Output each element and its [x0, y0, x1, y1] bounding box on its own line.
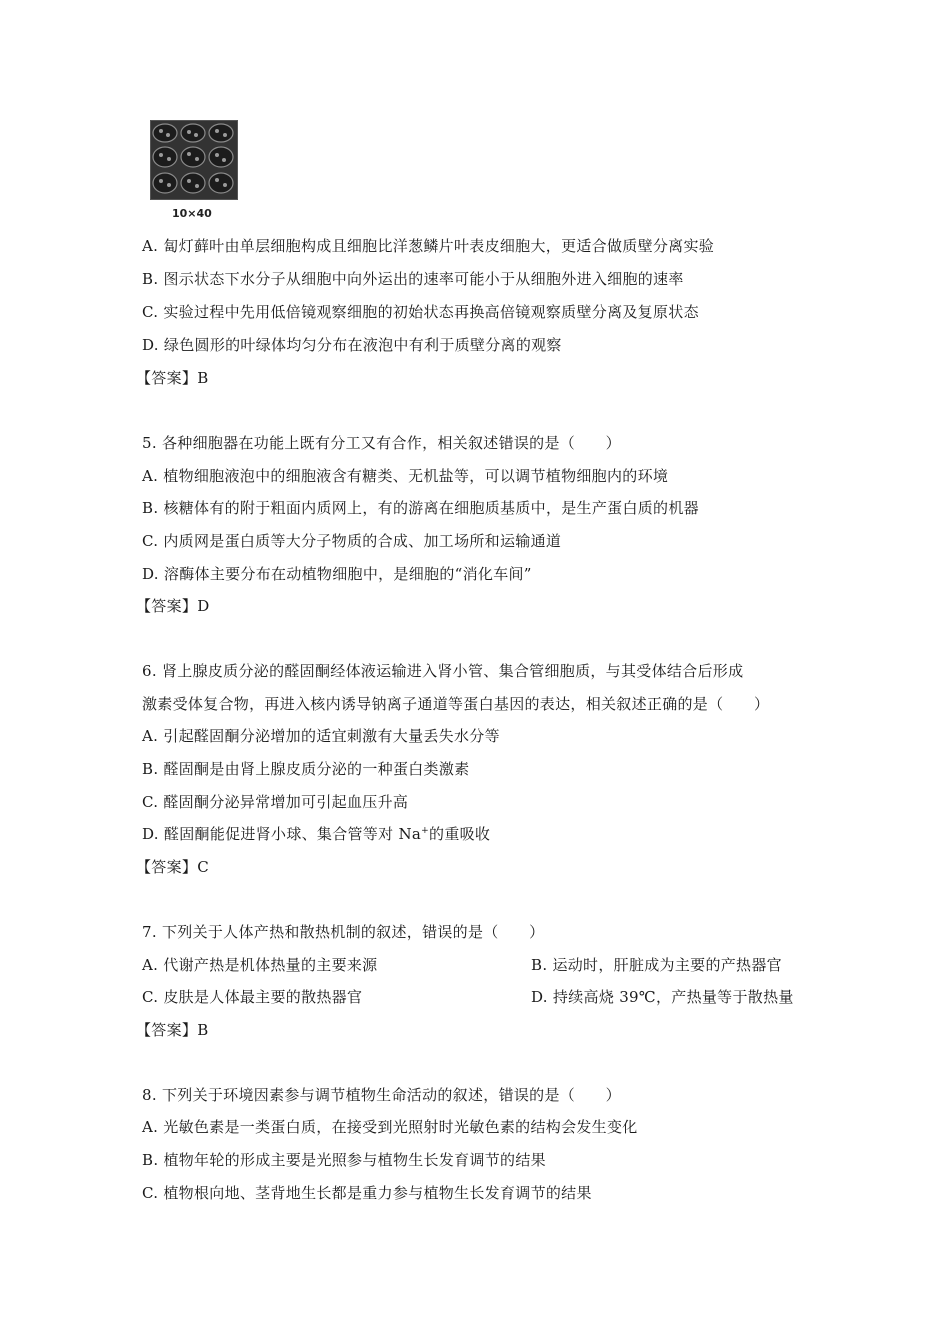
q7-answer: 【答案】B: [136, 1021, 209, 1039]
q8-stem: 8. 下列关于环境因素参与调节植物生命活动的叙述，错误的是（ ）: [142, 1086, 621, 1104]
magnification-label: 10×40: [172, 207, 212, 220]
q6-option-b: B. 醛固酮是由肾上腺皮质分泌的一种蛋白类激素: [142, 760, 470, 778]
sodium-charge: +: [421, 826, 430, 836]
q4-option-a: A. 匐灯藓叶由单层细胞构成且细胞比洋葱鳞片叶表皮细胞大，更适合做质壁分离实验: [142, 237, 715, 255]
q5-answer: 【答案】D: [136, 597, 210, 615]
q5-option-b: B. 核糖体有的附于粗面内质网上，有的游离在细胞质基质中，是生产蛋白质的机器: [142, 499, 699, 517]
q4-option-d: D. 绿色圆形的叶绿体均匀分布在液泡中有利于质壁分离的观察: [142, 336, 562, 354]
q6-option-d: [142, 824, 490, 844]
q7-option-c: C. 皮肤是人体最主要的散热器官: [142, 988, 363, 1006]
q6-answer: 【答案】C: [136, 858, 209, 876]
q6-option-d-pre: D. 醛固酮能促进肾小球、集合管等对 Na: [142, 825, 422, 843]
q5-option-c: C. 内质网是蛋白质等大分子物质的合成、加工场所和运输通道: [142, 532, 562, 550]
q6-option-c: C. 醛固酮分泌异常增加可引起血压升高: [142, 793, 409, 811]
q7-option-d: D. 持续高烧 39℃，产热量等于散热量: [531, 988, 794, 1006]
q6-option-d-post: 的重吸收: [429, 825, 491, 843]
q6-stem-line2: 激素受体复合物，再进入核内诱导钠离子通道等蛋白基因的表达，相关叙述正确的是（ ）: [142, 695, 770, 713]
q6-option-a: A. 引起醛固酮分泌增加的适宜刺激有大量丢失水分等: [142, 727, 500, 745]
q4-answer: 【答案】B: [136, 369, 209, 387]
q5-option-d: D. 溶酶体主要分布在动植物细胞中，是细胞的“消化车间”: [142, 565, 532, 583]
q5-stem: 5. 各种细胞器在功能上既有分工又有合作，相关叙述错误的是（ ）: [142, 434, 621, 452]
q6-stem-line1: 6. 肾上腺皮质分泌的醛固酮经体液运输进入肾小管、集合管细胞质，与其受体结合后形成: [142, 662, 744, 680]
q8-option-c: C. 植物根向地、茎背地生长都是重力参与植物生长发育调节的结果: [142, 1184, 592, 1202]
q8-option-a: A. 光敏色素是一类蛋白质，在接受到光照射时光敏色素的结构会发生变化: [142, 1118, 638, 1136]
q4-option-b: B. 图示状态下水分子从细胞中向外运出的速率可能小于从细胞外进入细胞的速率: [142, 270, 684, 288]
q5-option-a: A. 植物细胞液泡中的细胞液含有糖类、无机盐等，可以调节植物细胞内的环境: [142, 467, 669, 485]
micrograph-figure: [150, 120, 240, 220]
q7-stem: 7. 下列关于人体产热和散热机制的叙述，错误的是（ ）: [142, 923, 545, 941]
q8-option-b: B. 植物年轮的形成主要是光照参与植物生长发育调节的结果: [142, 1151, 546, 1169]
microscope-cell-image: [150, 120, 238, 200]
q7-option-a: A. 代谢产热是机体热量的主要来源: [142, 956, 378, 974]
q4-option-c: C. 实验过程中先用低倍镜观察细胞的初始状态再换高倍镜观察质壁分离及复原状态: [142, 303, 699, 321]
q7-option-b: B. 运动时，肝脏成为主要的产热器官: [531, 956, 782, 974]
